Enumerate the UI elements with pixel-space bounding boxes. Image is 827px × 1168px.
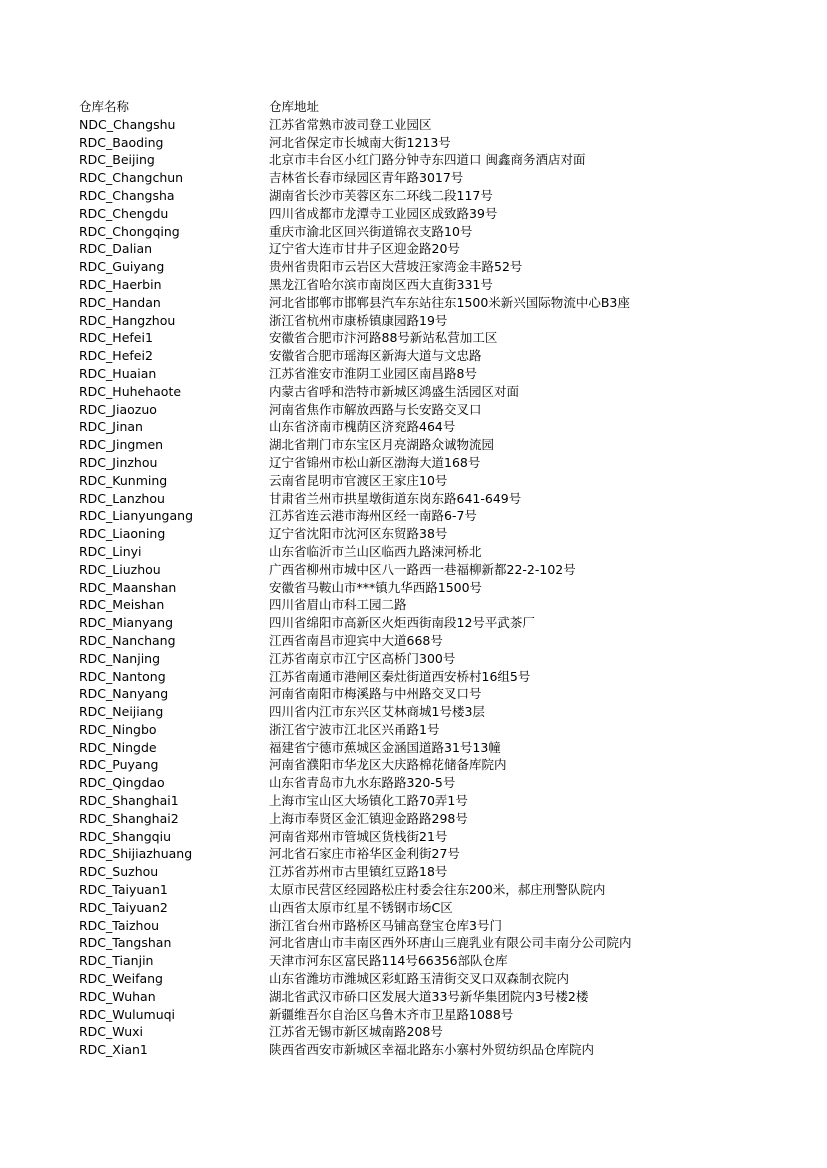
warehouse-name: RDC_Kunming	[79, 472, 168, 488]
warehouse-name: RDC_Neijiang	[79, 704, 164, 720]
table-row	[79, 792, 799, 810]
warehouse-name: RDC_Tangshan	[79, 935, 172, 951]
warehouse-address: 河南省焦作市解放西路与长安路交叉口	[269, 401, 482, 417]
table-row	[79, 151, 799, 169]
warehouse-address: 新疆维吾尔自治区乌鲁木齐市卫星路1088号	[269, 1006, 514, 1022]
warehouse-name: RDC_Maanshan	[79, 579, 177, 595]
table-row	[79, 472, 799, 490]
table-row	[79, 525, 799, 543]
warehouse-address: 北京市丰台区小红门路分钟寺东四道口 闽鑫商务酒店对面	[269, 152, 586, 168]
table-row	[79, 507, 799, 525]
warehouse-name: RDC_Liaoning	[79, 526, 166, 542]
warehouse-name: RDC_Xian1	[79, 1042, 148, 1058]
warehouse-table	[79, 98, 799, 1059]
warehouse-name: RDC_Huhehaote	[79, 383, 182, 399]
warehouse-name: RDC_Mianyang	[79, 615, 174, 631]
header-address: 仓库地址	[269, 99, 320, 114]
table-row	[79, 774, 799, 792]
warehouse-address: 河南省濮阳市华龙区大庆路棉花储备库院内	[269, 757, 507, 773]
warehouse-address: 广西省柳州市城中区八一路西一巷福柳新都22-2-102号	[269, 561, 576, 577]
warehouse-address: 浙江省宁波市江北区兴甬路1号	[269, 721, 440, 737]
warehouse-name: RDC_Liuzhou	[79, 561, 161, 577]
table-row	[79, 845, 799, 863]
table-row	[79, 917, 799, 935]
warehouse-address: 黑龙江省哈尔滨市南岗区西大直街331号	[269, 276, 493, 292]
warehouse-address: 湖北省武汉市硚口区发展大道33号新华集团院内3号楼2楼	[269, 988, 589, 1004]
warehouse-address: 重庆市渝北区回兴街道锦衣支路10号	[269, 223, 473, 239]
table-row	[79, 383, 799, 401]
table-row	[79, 294, 799, 312]
warehouse-address: 江苏省无锡市新区城南路208号	[269, 1024, 443, 1040]
warehouse-name: RDC_Linyi	[79, 543, 142, 559]
warehouse-name: RDC_Shanghai2	[79, 810, 179, 826]
table-row	[79, 1006, 799, 1024]
table-row	[79, 490, 799, 508]
warehouse-address: 陕西省西安市新城区幸福北路东小寨村外贸纺织品仓库院内	[269, 1042, 595, 1058]
warehouse-name: RDC_Dalian	[79, 241, 153, 257]
warehouse-address: 河北省保定市长城南大街1213号	[269, 134, 451, 150]
warehouse-address: 贵州省贵阳市云岩区大营坡汪家湾金丰路52号	[269, 259, 523, 275]
warehouse-address: 四川省绵阳市高新区火炬西街南段12号平武茶厂	[269, 615, 535, 631]
warehouse-address: 上海市奉贤区金汇镇迎金路路298号	[269, 810, 468, 826]
warehouse-address: 山东省临沂市兰山区临西九路涑河桥北	[269, 543, 482, 559]
table-row	[79, 1041, 799, 1059]
warehouse-name: RDC_Taizhou	[79, 917, 160, 933]
table-row	[79, 116, 799, 134]
warehouse-name: RDC_Nantong	[79, 668, 166, 684]
warehouse-name: RDC_Jinzhou	[79, 454, 158, 470]
table-row	[79, 134, 799, 152]
table-row	[79, 970, 799, 988]
table-row	[79, 685, 799, 703]
table-body	[79, 116, 799, 1059]
warehouse-name: RDC_Puyang	[79, 757, 159, 773]
warehouse-name: RDC_Changchun	[79, 170, 184, 186]
warehouse-address: 安徽省合肥市汴河路88号新站私营加工区	[269, 330, 498, 346]
warehouse-name: RDC_Wuhan	[79, 988, 156, 1004]
warehouse-name: RDC_Weifang	[79, 971, 163, 987]
warehouse-name: RDC_Shanghai1	[79, 793, 179, 809]
warehouse-address: 辽宁省锦州市松山新区渤海大道168号	[269, 454, 481, 470]
table-row	[79, 169, 799, 187]
table-row	[79, 1023, 799, 1041]
warehouse-name: RDC_Huaian	[79, 365, 157, 381]
warehouse-name: RDC_Hangzhou	[79, 312, 176, 328]
warehouse-address: 四川省眉山市科工园二路	[269, 597, 407, 613]
table-row	[79, 579, 799, 597]
warehouse-name: RDC_Wulumuqi	[79, 1006, 176, 1022]
warehouse-address: 吉林省长春市绿园区青年路3017号	[269, 170, 464, 186]
warehouse-name: RDC_Lanzhou	[79, 490, 165, 506]
table-row	[79, 899, 799, 917]
warehouse-address: 辽宁省大连市甘井子区迎金路20号	[269, 241, 460, 257]
table-row	[79, 828, 799, 846]
table-row	[79, 240, 799, 258]
warehouse-name: RDC_Wuxi	[79, 1024, 143, 1040]
warehouse-name: NDC_Changshu	[79, 116, 176, 132]
warehouse-name: RDC_Hefei1	[79, 330, 153, 346]
table-row	[79, 365, 799, 383]
table-row	[79, 347, 799, 365]
warehouse-address: 上海市宝山区大场镇化工路70弄1号	[269, 793, 468, 809]
warehouse-address: 安徽省合肥市瑶海区新海大道与文忠路	[269, 348, 482, 364]
warehouse-address: 湖南省长沙市芙蓉区东二环线二段117号	[269, 187, 493, 203]
warehouse-name: RDC_Ningbo	[79, 721, 157, 737]
warehouse-address: 江西省南昌市迎宾中大道668号	[269, 632, 443, 648]
warehouse-address: 山东省济南市槐荫区济兖路464号	[269, 419, 456, 435]
warehouse-address: 天津市河东区富民路114号66356部队仓库	[269, 953, 508, 969]
warehouse-name: RDC_Guiyang	[79, 259, 165, 275]
warehouse-name: RDC_Shijiazhuang	[79, 846, 193, 862]
warehouse-name: RDC_Taiyuan1	[79, 882, 168, 898]
table-row	[79, 454, 799, 472]
warehouse-address: 江苏省南京市江宁区高桥门300号	[269, 650, 456, 666]
warehouse-name: RDC_Chengdu	[79, 205, 169, 221]
warehouse-name: RDC_Nanyang	[79, 686, 169, 702]
table-row	[79, 952, 799, 970]
warehouse-address: 辽宁省沈阳市沈河区东贸路38号	[269, 526, 448, 542]
table-row	[79, 436, 799, 454]
table-row	[79, 205, 799, 223]
warehouse-address: 太原市民营区经园路松庄村委会往东200米，郝庄刑警队院内	[269, 882, 606, 898]
warehouse-name: RDC_Suzhou	[79, 864, 159, 880]
table-row	[79, 810, 799, 828]
table-row	[79, 721, 799, 739]
table-row	[79, 756, 799, 774]
warehouse-name: RDC_Hefei2	[79, 348, 153, 364]
table-row	[79, 418, 799, 436]
warehouse-name: RDC_Meishan	[79, 597, 165, 613]
warehouse-address: 河北省唐山市丰南区西外环唐山三鹿乳业有限公司丰南分公司院内	[269, 935, 632, 951]
warehouse-address: 云南省昆明市官渡区王家庄10号	[269, 472, 448, 488]
warehouse-name: RDC_Taiyuan2	[79, 899, 168, 915]
table-row	[79, 739, 799, 757]
warehouse-name: RDC_Ningde	[79, 739, 157, 755]
table-row	[79, 543, 799, 561]
warehouse-address: 内蒙古省呼和浩特市新城区鸿盛生活园区对面	[269, 383, 520, 399]
warehouse-address: 湖北省荆门市东宝区月亮湖路众诚物流园	[269, 437, 495, 453]
warehouse-address: 江苏省苏州市古里镇红豆路18号	[269, 864, 448, 880]
table-row	[79, 650, 799, 668]
warehouse-name: RDC_Shangqiu	[79, 828, 171, 844]
warehouse-address: 河北省石家庄市裕华区金利街27号	[269, 846, 460, 862]
warehouse-name: RDC_Qingdao	[79, 775, 165, 791]
warehouse-address: 浙江省台州市路桥区马铺高登宝仓库3号门	[269, 917, 502, 933]
warehouse-address: 江苏省淮安市淮阴工业园区南昌路8号	[269, 365, 477, 381]
warehouse-address: 山东省潍坊市潍城区彩虹路玉清街交叉口双森制衣院内	[269, 971, 570, 987]
warehouse-name: RDC_Lianyungang	[79, 508, 194, 524]
warehouse-address: 江苏省南通市港闸区秦灶街道西安桥村16组5号	[269, 668, 531, 684]
warehouse-name: RDC_Haerbin	[79, 276, 162, 292]
warehouse-address: 四川省内江市东兴区艾林商城1号楼3层	[269, 704, 485, 720]
warehouse-name: RDC_Jingmen	[79, 437, 164, 453]
warehouse-address: 甘肃省兰州市拱星墩街道东岗东路641-649号	[269, 490, 522, 506]
table-row	[79, 863, 799, 881]
warehouse-address: 山东省青岛市九水东路路320-5号	[269, 775, 456, 791]
table-row	[79, 312, 799, 330]
table-row	[79, 561, 799, 579]
warehouse-address: 江苏省常熟市波司登工业园区	[269, 116, 432, 132]
warehouse-name: RDC_Jinan	[79, 419, 143, 435]
warehouse-address: 山西省太原市红星不锈钢市场C区	[269, 899, 453, 915]
warehouse-name: RDC_Beijing	[79, 152, 155, 168]
warehouse-name: RDC_Baoding	[79, 134, 164, 150]
table-row	[79, 596, 799, 614]
table-row	[79, 258, 799, 276]
table-row	[79, 401, 799, 419]
header-name: 仓库名称	[79, 99, 130, 114]
warehouse-address: 河南省郑州市管城区货栈街21号	[269, 828, 448, 844]
table-row	[79, 614, 799, 632]
table-row	[79, 329, 799, 347]
warehouse-name: RDC_Jiaozuo	[79, 401, 157, 417]
warehouse-address: 浙江省杭州市康桥镇康园路19号	[269, 312, 448, 328]
warehouse-name: RDC_Nanchang	[79, 632, 176, 648]
table-row	[79, 988, 799, 1006]
table-header-row	[79, 98, 799, 116]
warehouse-address: 江苏省连云港市海州区经一南路6-7号	[269, 508, 477, 524]
warehouse-address: 安徽省马鞍山市***镇九华西路1500号	[269, 579, 483, 595]
warehouse-name: RDC_Tianjin	[79, 953, 154, 969]
warehouse-address: 河北省邯郸市邯郸县汽车东站往东1500米新兴国际物流中心B3座	[269, 294, 630, 310]
warehouse-name: RDC_Chongqing	[79, 223, 180, 239]
warehouse-address: 河南省南阳市梅溪路与中州路交叉口号	[269, 686, 482, 702]
table-row	[79, 276, 799, 294]
table-row	[79, 187, 799, 205]
warehouse-name: RDC_Changsha	[79, 187, 175, 203]
table-row	[79, 632, 799, 650]
table-row	[79, 223, 799, 241]
table-row	[79, 703, 799, 721]
table-row	[79, 934, 799, 952]
table-row	[79, 668, 799, 686]
warehouse-name: RDC_Nanjing	[79, 650, 161, 666]
warehouse-address: 福建省宁德市蕉城区金涵国道路31号13幢	[269, 739, 501, 755]
warehouse-address: 四川省成都市龙潭寺工业园区成致路39号	[269, 205, 498, 221]
warehouse-name: RDC_Handan	[79, 294, 161, 310]
table-row	[79, 881, 799, 899]
